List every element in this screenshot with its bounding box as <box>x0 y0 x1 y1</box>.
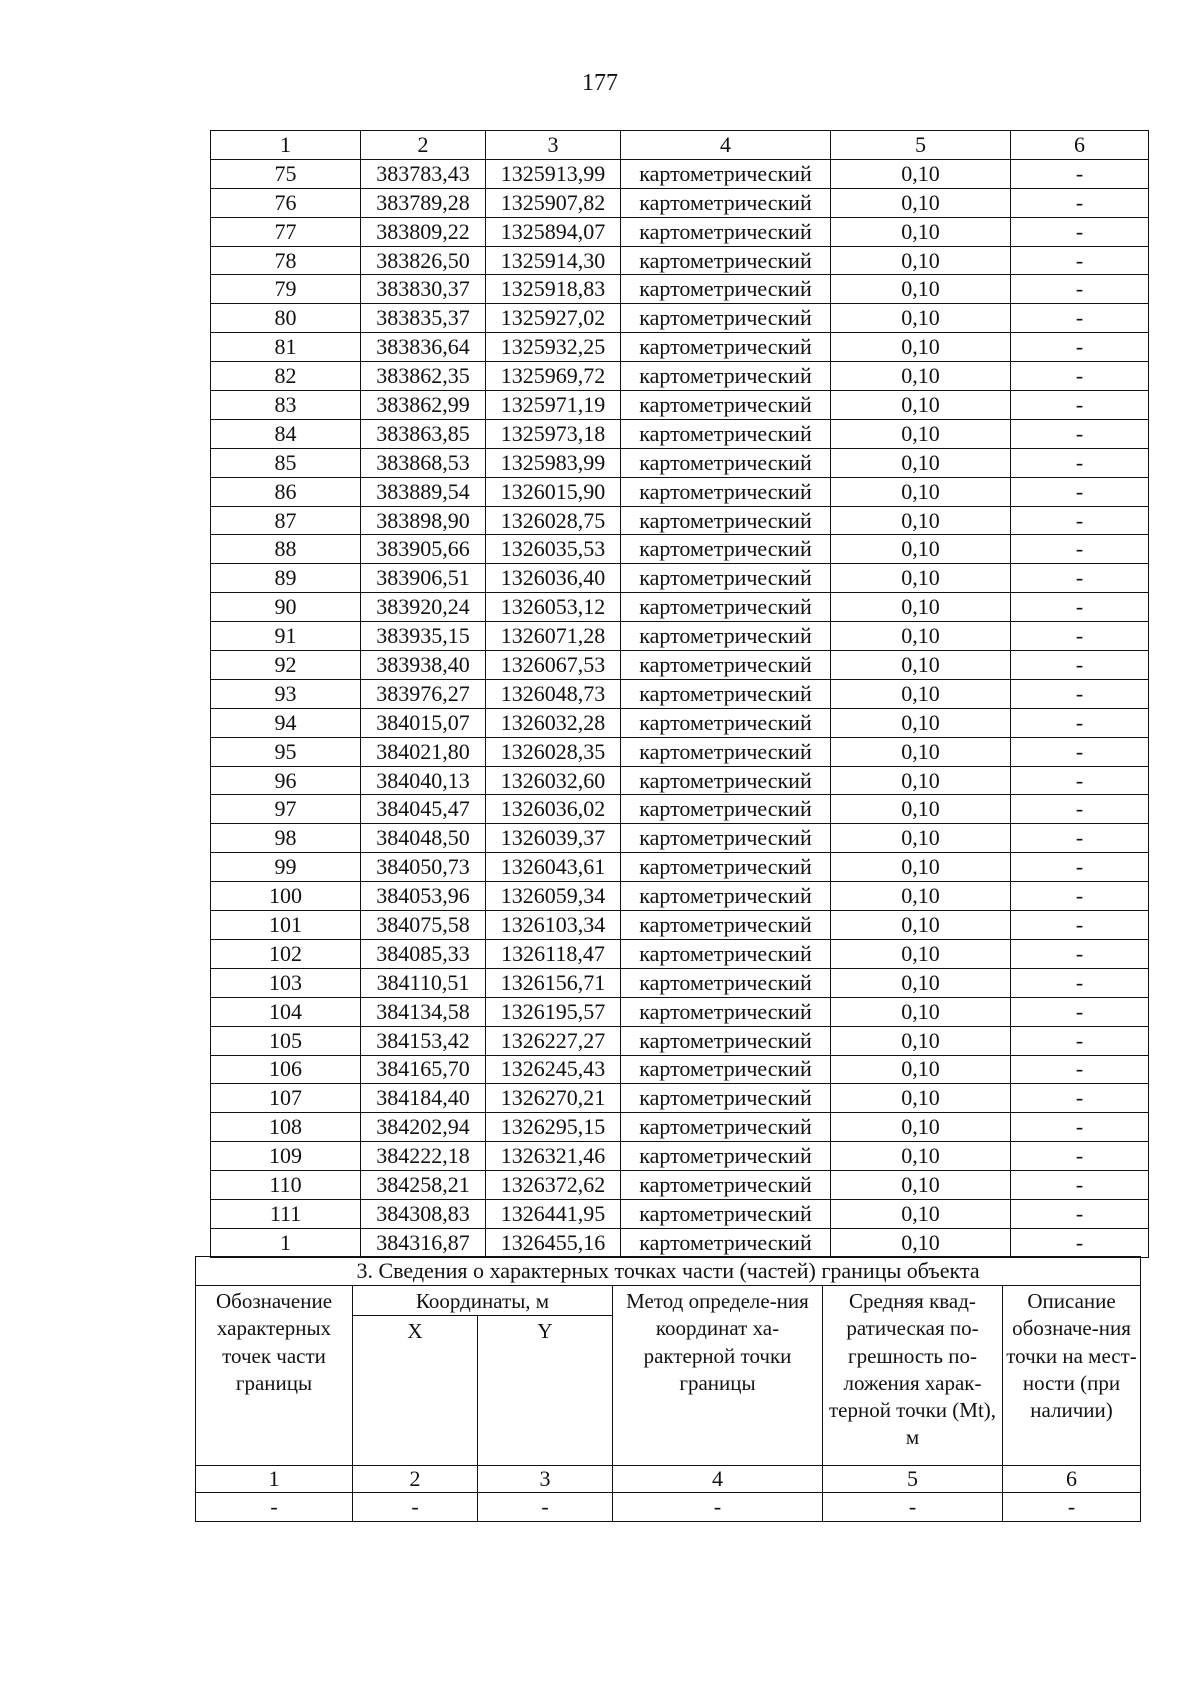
error-cell: 0,10 <box>831 679 1011 708</box>
section-3 <box>195 1256 1140 1522</box>
point-number-cell: 98 <box>211 824 361 853</box>
description-cell: - <box>1011 679 1149 708</box>
point-number-cell: 92 <box>211 651 361 680</box>
description-cell: - <box>1011 333 1149 362</box>
x-coordinate-cell: 384110,51 <box>361 968 486 997</box>
description-cell: - <box>1011 275 1149 304</box>
description-cell: - <box>1011 853 1149 882</box>
error-cell: 0,10 <box>831 448 1011 477</box>
point-number-cell: 90 <box>211 593 361 622</box>
description-cell: - <box>1011 1113 1149 1142</box>
method-cell: картометрический <box>621 853 831 882</box>
point-number-cell: - <box>196 1493 353 1522</box>
x-coordinate-cell: 383938,40 <box>361 651 486 680</box>
point-number-cell: 82 <box>211 362 361 391</box>
table-row <box>211 1171 1149 1200</box>
table-row <box>211 1228 1149 1257</box>
method-cell: картометрический <box>621 795 831 824</box>
x-coordinate-cell: 384085,33 <box>361 939 486 968</box>
table-row <box>211 477 1149 506</box>
method-cell: картометрический <box>621 159 831 188</box>
method-cell: картометрический <box>621 1084 831 1113</box>
error-cell: 0,10 <box>831 651 1011 680</box>
table-row <box>211 506 1149 535</box>
table-row <box>211 217 1149 246</box>
y-coordinate-cell: 1326032,60 <box>486 766 621 795</box>
x-coordinate-cell: 384053,96 <box>361 882 486 911</box>
point-number-cell: 80 <box>211 304 361 333</box>
y-coordinate-cell: 1326059,34 <box>486 882 621 911</box>
error-cell: 0,10 <box>831 564 1011 593</box>
x-coordinate-cell: 383826,50 <box>361 246 486 275</box>
table-row <box>211 159 1149 188</box>
method-cell: картометрический <box>621 1199 831 1228</box>
description-cell: - <box>1011 708 1149 737</box>
x-coordinate-cell: 383898,90 <box>361 506 486 535</box>
method-cell: картометрический <box>621 477 831 506</box>
y-coordinate-cell: 1326372,62 <box>486 1171 621 1200</box>
point-number-cell: 81 <box>211 333 361 362</box>
method-cell: - <box>613 1493 823 1522</box>
method-cell: картометрический <box>621 882 831 911</box>
x-coordinate-cell: 383830,37 <box>361 275 486 304</box>
y-coordinate-cell: 1326156,71 <box>486 968 621 997</box>
column-number-cell: 5 <box>831 131 1011 160</box>
y-coordinate-cell: 1325927,02 <box>486 304 621 333</box>
method-cell: картометрический <box>621 1142 831 1171</box>
y-coordinate-cell: 1326067,53 <box>486 651 621 680</box>
point-number-cell: 108 <box>211 1113 361 1142</box>
x-coordinate-cell: 383836,64 <box>361 333 486 362</box>
point-number-cell: 85 <box>211 448 361 477</box>
y-coordinate-cell: 1325969,72 <box>486 362 621 391</box>
table-row <box>211 1142 1149 1171</box>
table-row <box>211 911 1149 940</box>
description-cell: - <box>1011 188 1149 217</box>
y-coordinate-cell: 1325973,18 <box>486 419 621 448</box>
method-cell: картометрический <box>621 333 831 362</box>
error-cell: 0,10 <box>831 477 1011 506</box>
table-row <box>211 708 1149 737</box>
error-cell: 0,10 <box>831 506 1011 535</box>
point-number-cell: 1 <box>211 1228 361 1257</box>
column-number-cell: 3 <box>486 131 621 160</box>
x-coordinate-cell: 383863,85 <box>361 419 486 448</box>
point-number-cell: 104 <box>211 997 361 1026</box>
method-cell: картометрический <box>621 1055 831 1084</box>
column-number-cell: 4 <box>621 131 831 160</box>
error-cell: 0,10 <box>831 1199 1011 1228</box>
table-row <box>211 564 1149 593</box>
method-cell: картометрический <box>621 246 831 275</box>
error-cell: 0,10 <box>831 333 1011 362</box>
table-row <box>211 1055 1149 1084</box>
point-number-cell: 78 <box>211 246 361 275</box>
x-coordinate-cell: 384134,58 <box>361 997 486 1026</box>
point-number-cell: 99 <box>211 853 361 882</box>
error-cell: 0,10 <box>831 593 1011 622</box>
error-cell: 0,10 <box>831 1228 1011 1257</box>
x-coordinate-cell: 383889,54 <box>361 477 486 506</box>
x-coordinate-cell: 383783,43 <box>361 159 486 188</box>
point-number-cell: 107 <box>211 1084 361 1113</box>
x-coordinate-cell: 383935,15 <box>361 622 486 651</box>
y-coordinate-cell: 1326441,95 <box>486 1199 621 1228</box>
description-cell: - <box>1011 246 1149 275</box>
part-boundary-points-table <box>195 1256 1141 1522</box>
table-row <box>211 1113 1149 1142</box>
method-cell: картометрический <box>621 939 831 968</box>
method-cell: картометрический <box>621 362 831 391</box>
description-cell: - <box>1011 1228 1149 1257</box>
x-coordinate-cell: 384050,73 <box>361 853 486 882</box>
description-cell: - <box>1011 1199 1149 1228</box>
error-cell: 0,10 <box>831 419 1011 448</box>
method-cell: картометрический <box>621 1228 831 1257</box>
y-coordinate-cell: 1326103,34 <box>486 911 621 940</box>
description-cell: - <box>1011 448 1149 477</box>
method-cell: картометрический <box>621 1113 831 1142</box>
method-cell: картометрический <box>621 506 831 535</box>
y-coordinate-cell: 1326015,90 <box>486 477 621 506</box>
column-number-cell: 1 <box>211 131 361 160</box>
description-cell: - <box>1011 506 1149 535</box>
column-number-cell: 5 <box>823 1466 1003 1493</box>
column-number-row <box>211 131 1149 160</box>
table-row <box>211 419 1149 448</box>
header-error: Средняя квад-ратическая по-грешность по-ложения харак-терной точки (Mt), м <box>823 1286 1003 1466</box>
error-cell: 0,10 <box>831 1113 1011 1142</box>
x-coordinate-cell: 384202,94 <box>361 1113 486 1142</box>
description-cell: - <box>1011 535 1149 564</box>
y-coordinate-cell: 1326455,16 <box>486 1228 621 1257</box>
error-cell: 0,10 <box>831 997 1011 1026</box>
point-number-cell: 105 <box>211 1026 361 1055</box>
method-cell: картометрический <box>621 766 831 795</box>
column-number-cell: 2 <box>361 131 486 160</box>
table-row <box>211 1084 1149 1113</box>
y-coordinate-cell: 1326245,43 <box>486 1055 621 1084</box>
description-cell: - <box>1011 1055 1149 1084</box>
table-row <box>211 968 1149 997</box>
table-row <box>211 535 1149 564</box>
point-number-cell: 75 <box>211 159 361 188</box>
description-cell: - <box>1011 362 1149 391</box>
description-cell: - <box>1011 1084 1149 1113</box>
boundary-points-table <box>210 130 1149 1258</box>
y-coordinate-cell: 1325983,99 <box>486 448 621 477</box>
y-coordinate-cell: 1325971,19 <box>486 391 621 420</box>
table-row <box>211 766 1149 795</box>
x-coordinate-cell: 384040,13 <box>361 766 486 795</box>
table-row <box>211 304 1149 333</box>
point-number-cell: 89 <box>211 564 361 593</box>
error-cell: 0,10 <box>831 217 1011 246</box>
x-coordinate-cell: 383835,37 <box>361 304 486 333</box>
error-cell: 0,10 <box>831 708 1011 737</box>
description-cell: - <box>1011 795 1149 824</box>
error-cell: 0,10 <box>831 968 1011 997</box>
description-cell: - <box>1011 622 1149 651</box>
method-cell: картометрический <box>621 911 831 940</box>
x-coordinate-cell: 384048,50 <box>361 824 486 853</box>
description-cell: - <box>1011 593 1149 622</box>
table-row <box>211 391 1149 420</box>
error-cell: 0,10 <box>831 159 1011 188</box>
table-row <box>211 679 1149 708</box>
column-number-cell: 6 <box>1011 131 1149 160</box>
point-number-cell: 91 <box>211 622 361 651</box>
point-number-cell: 87 <box>211 506 361 535</box>
error-cell: 0,10 <box>831 795 1011 824</box>
table-row <box>211 853 1149 882</box>
y-coordinate-cell: 1326028,35 <box>486 737 621 766</box>
error-cell: 0,10 <box>831 1084 1011 1113</box>
table-row <box>211 448 1149 477</box>
point-number-cell: 84 <box>211 419 361 448</box>
description-cell: - <box>1003 1493 1141 1522</box>
y-coordinate-cell: 1326295,15 <box>486 1113 621 1142</box>
point-number-cell: 103 <box>211 968 361 997</box>
description-cell: - <box>1011 304 1149 333</box>
y-coordinate-cell: 1326053,12 <box>486 593 621 622</box>
point-number-cell: 102 <box>211 939 361 968</box>
y-coordinate-cell: 1325918,83 <box>486 275 621 304</box>
description-cell: - <box>1011 911 1149 940</box>
method-cell: картометрический <box>621 593 831 622</box>
point-number-cell: 95 <box>211 737 361 766</box>
y-coordinate-cell: 1326321,46 <box>486 1142 621 1171</box>
point-number-cell: 93 <box>211 679 361 708</box>
y-coordinate-cell: 1325914,30 <box>486 246 621 275</box>
method-cell: картометрический <box>621 1026 831 1055</box>
method-cell: картометрический <box>621 651 831 680</box>
error-cell: 0,10 <box>831 737 1011 766</box>
description-cell: - <box>1011 419 1149 448</box>
method-cell: картометрический <box>621 275 831 304</box>
column-number-cell: 1 <box>196 1466 353 1493</box>
error-cell: 0,10 <box>831 246 1011 275</box>
table-row <box>211 824 1149 853</box>
header-point-designation: Обозначение характерных точек части границы <box>196 1286 353 1466</box>
x-coordinate-cell: 384015,07 <box>361 708 486 737</box>
method-cell: картометрический <box>621 1171 831 1200</box>
x-coordinate-cell: 383809,22 <box>361 217 486 246</box>
description-cell: - <box>1011 882 1149 911</box>
y-coordinate-cell: 1325932,25 <box>486 333 621 362</box>
y-coordinate-cell: 1326118,47 <box>486 939 621 968</box>
y-coordinate-cell: 1326039,37 <box>486 824 621 853</box>
x-coordinate-cell: 384153,42 <box>361 1026 486 1055</box>
y-coordinate-cell: 1326071,28 <box>486 622 621 651</box>
description-cell: - <box>1011 824 1149 853</box>
x-coordinate-cell: 384075,58 <box>361 911 486 940</box>
method-cell: картометрический <box>621 997 831 1026</box>
header-description: Описание обозначе-ния точки на мест-ности (при наличии) <box>1003 1286 1141 1466</box>
error-cell: 0,10 <box>831 882 1011 911</box>
error-cell: 0,10 <box>831 939 1011 968</box>
point-number-cell: 101 <box>211 911 361 940</box>
table-row <box>211 188 1149 217</box>
x-coordinate-cell: 383905,66 <box>361 535 486 564</box>
method-cell: картометрический <box>621 448 831 477</box>
x-coordinate-cell: 384184,40 <box>361 1084 486 1113</box>
description-cell: - <box>1011 1026 1149 1055</box>
point-number-cell: 100 <box>211 882 361 911</box>
method-cell: картометрический <box>621 968 831 997</box>
x-coordinate-cell: 384165,70 <box>361 1055 486 1084</box>
method-cell: картометрический <box>621 737 831 766</box>
y-coordinate-cell: 1325894,07 <box>486 217 621 246</box>
table-row <box>211 362 1149 391</box>
point-number-cell: 96 <box>211 766 361 795</box>
x-coordinate-cell: 384258,21 <box>361 1171 486 1200</box>
error-cell: 0,10 <box>831 188 1011 217</box>
error-cell: 0,10 <box>831 824 1011 853</box>
method-cell: картометрический <box>621 564 831 593</box>
method-cell: картометрический <box>621 391 831 420</box>
description-cell: - <box>1011 737 1149 766</box>
table-row <box>211 1199 1149 1228</box>
point-number-cell: 109 <box>211 1142 361 1171</box>
point-number-cell: 86 <box>211 477 361 506</box>
table-row <box>211 622 1149 651</box>
point-number-cell: 77 <box>211 217 361 246</box>
column-number-cell: 3 <box>478 1466 613 1493</box>
x-coordinate-cell: 383920,24 <box>361 593 486 622</box>
column-number-cell: 2 <box>353 1466 478 1493</box>
point-number-cell: 111 <box>211 1199 361 1228</box>
method-cell: картометрический <box>621 217 831 246</box>
x-coordinate-cell: 384045,47 <box>361 795 486 824</box>
method-cell: картометрический <box>621 188 831 217</box>
table-row <box>211 593 1149 622</box>
table-row <box>211 651 1149 680</box>
error-cell: 0,10 <box>831 1026 1011 1055</box>
table-row <box>211 997 1149 1026</box>
header-method: Метод определе-ния координат ха-рактерной точки границы <box>613 1286 823 1466</box>
x-coordinate-cell: 384222,18 <box>361 1142 486 1171</box>
point-number-cell: 106 <box>211 1055 361 1084</box>
point-number-cell: 88 <box>211 535 361 564</box>
y-coordinate-cell: 1326028,75 <box>486 506 621 535</box>
point-number-cell: 110 <box>211 1171 361 1200</box>
y-coordinate-cell: 1326032,28 <box>486 708 621 737</box>
table-row <box>211 275 1149 304</box>
x-coordinate-cell: 383868,53 <box>361 448 486 477</box>
error-cell: 0,10 <box>831 911 1011 940</box>
description-cell: - <box>1011 564 1149 593</box>
section-title: 3. Сведения о характерных точках части (частей) границы объекта <box>196 1257 1141 1286</box>
error-cell: 0,10 <box>831 362 1011 391</box>
description-cell: - <box>1011 477 1149 506</box>
method-cell: картометрический <box>621 622 831 651</box>
section-column-number-row <box>196 1466 1141 1493</box>
header-coordinates: Координаты, м <box>353 1286 613 1316</box>
x-coordinate-cell: - <box>353 1493 478 1522</box>
error-cell: 0,10 <box>831 853 1011 882</box>
description-cell: - <box>1011 968 1149 997</box>
y-coordinate-cell: - <box>478 1493 613 1522</box>
point-number-cell: 97 <box>211 795 361 824</box>
y-coordinate-cell: 1325913,99 <box>486 159 621 188</box>
column-number-cell: 4 <box>613 1466 823 1493</box>
page-number: 177 <box>582 70 618 96</box>
x-coordinate-cell: 384021,80 <box>361 737 486 766</box>
description-cell: - <box>1011 217 1149 246</box>
y-coordinate-cell: 1326036,40 <box>486 564 621 593</box>
y-coordinate-cell: 1326043,61 <box>486 853 621 882</box>
table-row <box>211 795 1149 824</box>
table-row <box>211 246 1149 275</box>
error-cell: - <box>823 1493 1003 1522</box>
header-y: Y <box>478 1316 613 1466</box>
y-coordinate-cell: 1325907,82 <box>486 188 621 217</box>
table-row <box>211 737 1149 766</box>
method-cell: картометрический <box>621 419 831 448</box>
y-coordinate-cell: 1326048,73 <box>486 679 621 708</box>
x-coordinate-cell: 383862,35 <box>361 362 486 391</box>
point-number-cell: 79 <box>211 275 361 304</box>
y-coordinate-cell: 1326036,02 <box>486 795 621 824</box>
x-coordinate-cell: 384308,83 <box>361 1199 486 1228</box>
method-cell: картометрический <box>621 679 831 708</box>
error-cell: 0,10 <box>831 1142 1011 1171</box>
table-row <box>211 939 1149 968</box>
method-cell: картометрический <box>621 824 831 853</box>
y-coordinate-cell: 1326195,57 <box>486 997 621 1026</box>
table-row <box>211 333 1149 362</box>
description-cell: - <box>1011 651 1149 680</box>
y-coordinate-cell: 1326227,27 <box>486 1026 621 1055</box>
error-cell: 0,10 <box>831 391 1011 420</box>
description-cell: - <box>1011 159 1149 188</box>
error-cell: 0,10 <box>831 766 1011 795</box>
description-cell: - <box>1011 766 1149 795</box>
method-cell: картометрический <box>621 535 831 564</box>
column-number-cell: 6 <box>1003 1466 1141 1493</box>
description-cell: - <box>1011 939 1149 968</box>
error-cell: 0,10 <box>831 1055 1011 1084</box>
table-row <box>211 882 1149 911</box>
error-cell: 0,10 <box>831 1171 1011 1200</box>
point-number-cell: 83 <box>211 391 361 420</box>
description-cell: - <box>1011 1142 1149 1171</box>
description-cell: - <box>1011 997 1149 1026</box>
point-number-cell: 76 <box>211 188 361 217</box>
error-cell: 0,10 <box>831 535 1011 564</box>
method-cell: картометрический <box>621 708 831 737</box>
description-cell: - <box>1011 391 1149 420</box>
table-row <box>211 1026 1149 1055</box>
error-cell: 0,10 <box>831 622 1011 651</box>
x-coordinate-cell: 383906,51 <box>361 564 486 593</box>
x-coordinate-cell: 383862,99 <box>361 391 486 420</box>
x-coordinate-cell: 384316,87 <box>361 1228 486 1257</box>
point-number-cell: 94 <box>211 708 361 737</box>
y-coordinate-cell: 1326035,53 <box>486 535 621 564</box>
x-coordinate-cell: 383789,28 <box>361 188 486 217</box>
y-coordinate-cell: 1326270,21 <box>486 1084 621 1113</box>
description-cell: - <box>1011 1171 1149 1200</box>
method-cell: картометрический <box>621 304 831 333</box>
table-row <box>196 1493 1141 1522</box>
x-coordinate-cell: 383976,27 <box>361 679 486 708</box>
error-cell: 0,10 <box>831 275 1011 304</box>
header-x: X <box>353 1316 478 1466</box>
error-cell: 0,10 <box>831 304 1011 333</box>
